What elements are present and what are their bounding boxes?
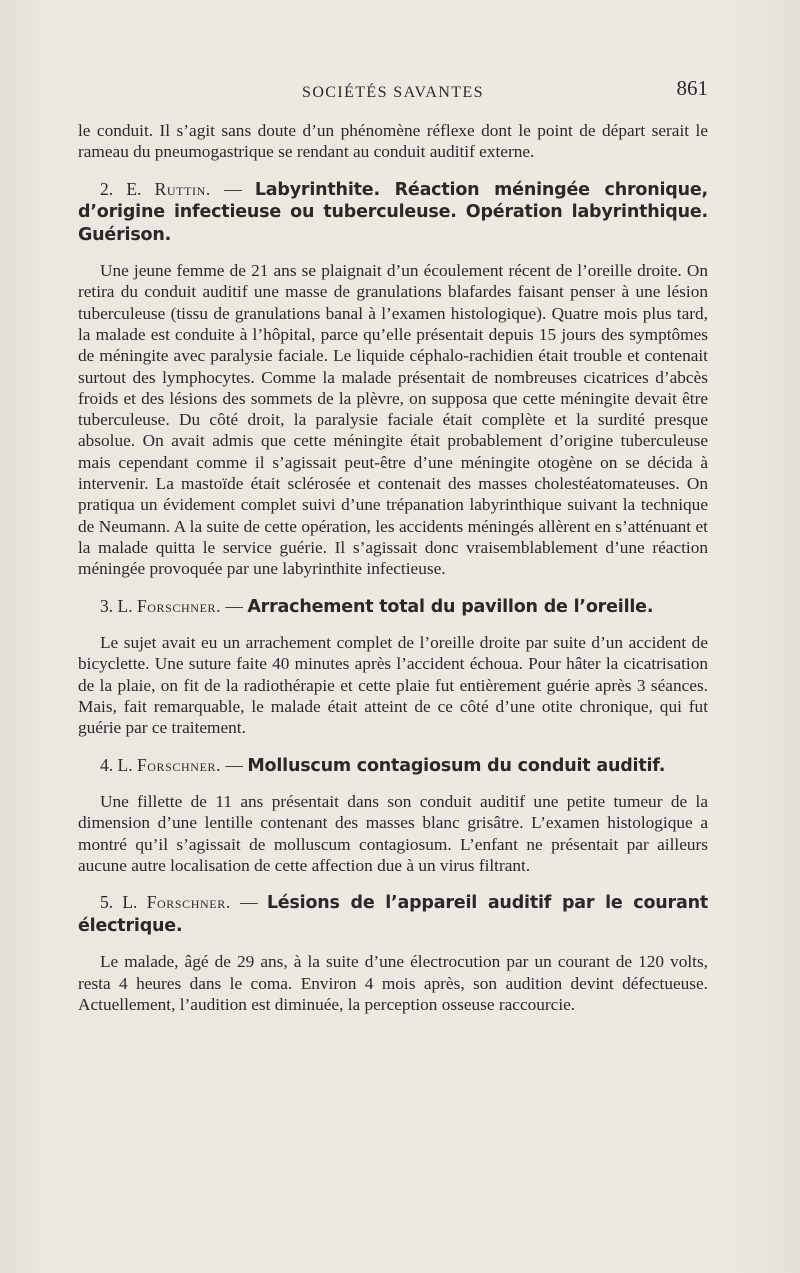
section-author: Ruttin.: [154, 178, 211, 199]
section-dash: —: [225, 754, 243, 775]
section-author: Forschner.: [136, 754, 222, 775]
section-number: 2. E.: [100, 178, 142, 199]
section-dash: —: [240, 892, 258, 913]
section-body: Une fillette de 11 ans présentait dans son conduit auditif une petite tumeur de la dimension d’une lentille contenant des masses blanc grisâtre. L’examen histologique a montré qu’il s’agissait de molluscum contagiosum. L’enfant ne présentait par ailleurs aucune autre localisation de cette affection due à un virus filtrant.: [78, 792, 708, 875]
section-number: 3. L.: [100, 595, 133, 616]
page-number: 861: [676, 76, 708, 100]
page-header: [78, 76, 708, 110]
section-body: Une jeune femme de 21 ans se plaignait d’un écoulement récent de l’oreille droite. On retira du conduit auditif une masse de granulations blafardes faisant penser à une lésion tuberculeuse (tissu de granulations banal à l’examen histologique). Quatre mois plus tard, la malade est conduite à l’hôpital, parce qu’elle présentait depuis 15 jours des symptômes de méningite avec paralysie faciale. Le liquide céphalo-rachidien était trouble et contenait surtout des lymphocytes. Comme la malade présentait de nombreuses cicatrices d’abcès froids et des lésions des sommets de la plèvre, on supposa que cette méningite devait être tuberculeuse. Du côté droit, la paralysie faciale était complète et la surdité presque absolue. On avait admis que cette méningite était probablement d’origine tuberculeuse mais cependant comme il s’agissait peut-être d’une méningite otogène on se décida à intervenir. La mastoïde était sclérosée et contenait des masses cholestéatomateuses. On pratiqua un évidement complet suivi d’une trépanation labyrinthique suivant la technique de Neumann. A la suite de cette opération, les accidents méningés allèrent en s’atténuant et la malade quitta le service guérie. Il s’agissait donc vraisemblablement d’une réaction méningée provoquée par une labyrinthite infectieuse.: [78, 261, 708, 579]
section-heading: [78, 179, 708, 247]
section-title: Lésions de l’appareil auditif par le courant électrique.: [78, 893, 709, 936]
intro-paragraph: le conduit. Il s’agit sans doute d’un phénomène réflexe dont le point de départ serait le rameau du pneumogastrique se rendant au conduit auditif externe.: [78, 121, 708, 162]
section-title: Labyrinthite. Réaction méningée chronique, d’origine infectieuse ou tuberculeuse. Opération labyrinthique. Guérison.: [78, 179, 708, 245]
section-heading: [78, 596, 708, 619]
section-title: Molluscum contagiosum du conduit auditif.: [247, 755, 666, 776]
section-dash: —: [225, 595, 243, 616]
section-heading: [78, 755, 708, 778]
section-dash: —: [224, 178, 242, 199]
running-head: SOCIÉTÉS SAVANTES: [302, 84, 484, 101]
section-author: Forschner.: [146, 892, 231, 913]
section-heading: [78, 892, 708, 937]
section-number: 4. L.: [100, 754, 133, 775]
section-number: 5. L.: [100, 892, 138, 913]
section-title: Arrachement total du pavillon de l’oreille.: [247, 596, 654, 617]
section-body: Le sujet avait eu un arrachement complet de l’oreille droite par suite d’un accident de bicyclette. Une suture faite 40 minutes après l’accident échoua. Pour hâter la cicatrisation de la plaie, on fit de la radiothérapie et cette plaie fut entièrement guérie après 3 séances. Mais, fait remarquable, le malade était atteint de ce côté d’une otite chronique, qui fut guérie par ce traitement.: [78, 633, 708, 738]
article-body: [78, 120, 708, 1015]
section-body: Le malade, âgé de 29 ans, à la suite d’une électrocution par un courant de 120 volts, resta 4 heures dans le coma. Environ 4 mois après, son audition devint défectueuse. Actuellement, l’audition est diminuée, la perception osseuse raccourcie.: [78, 952, 708, 1014]
section-author: Forschner.: [136, 595, 222, 616]
